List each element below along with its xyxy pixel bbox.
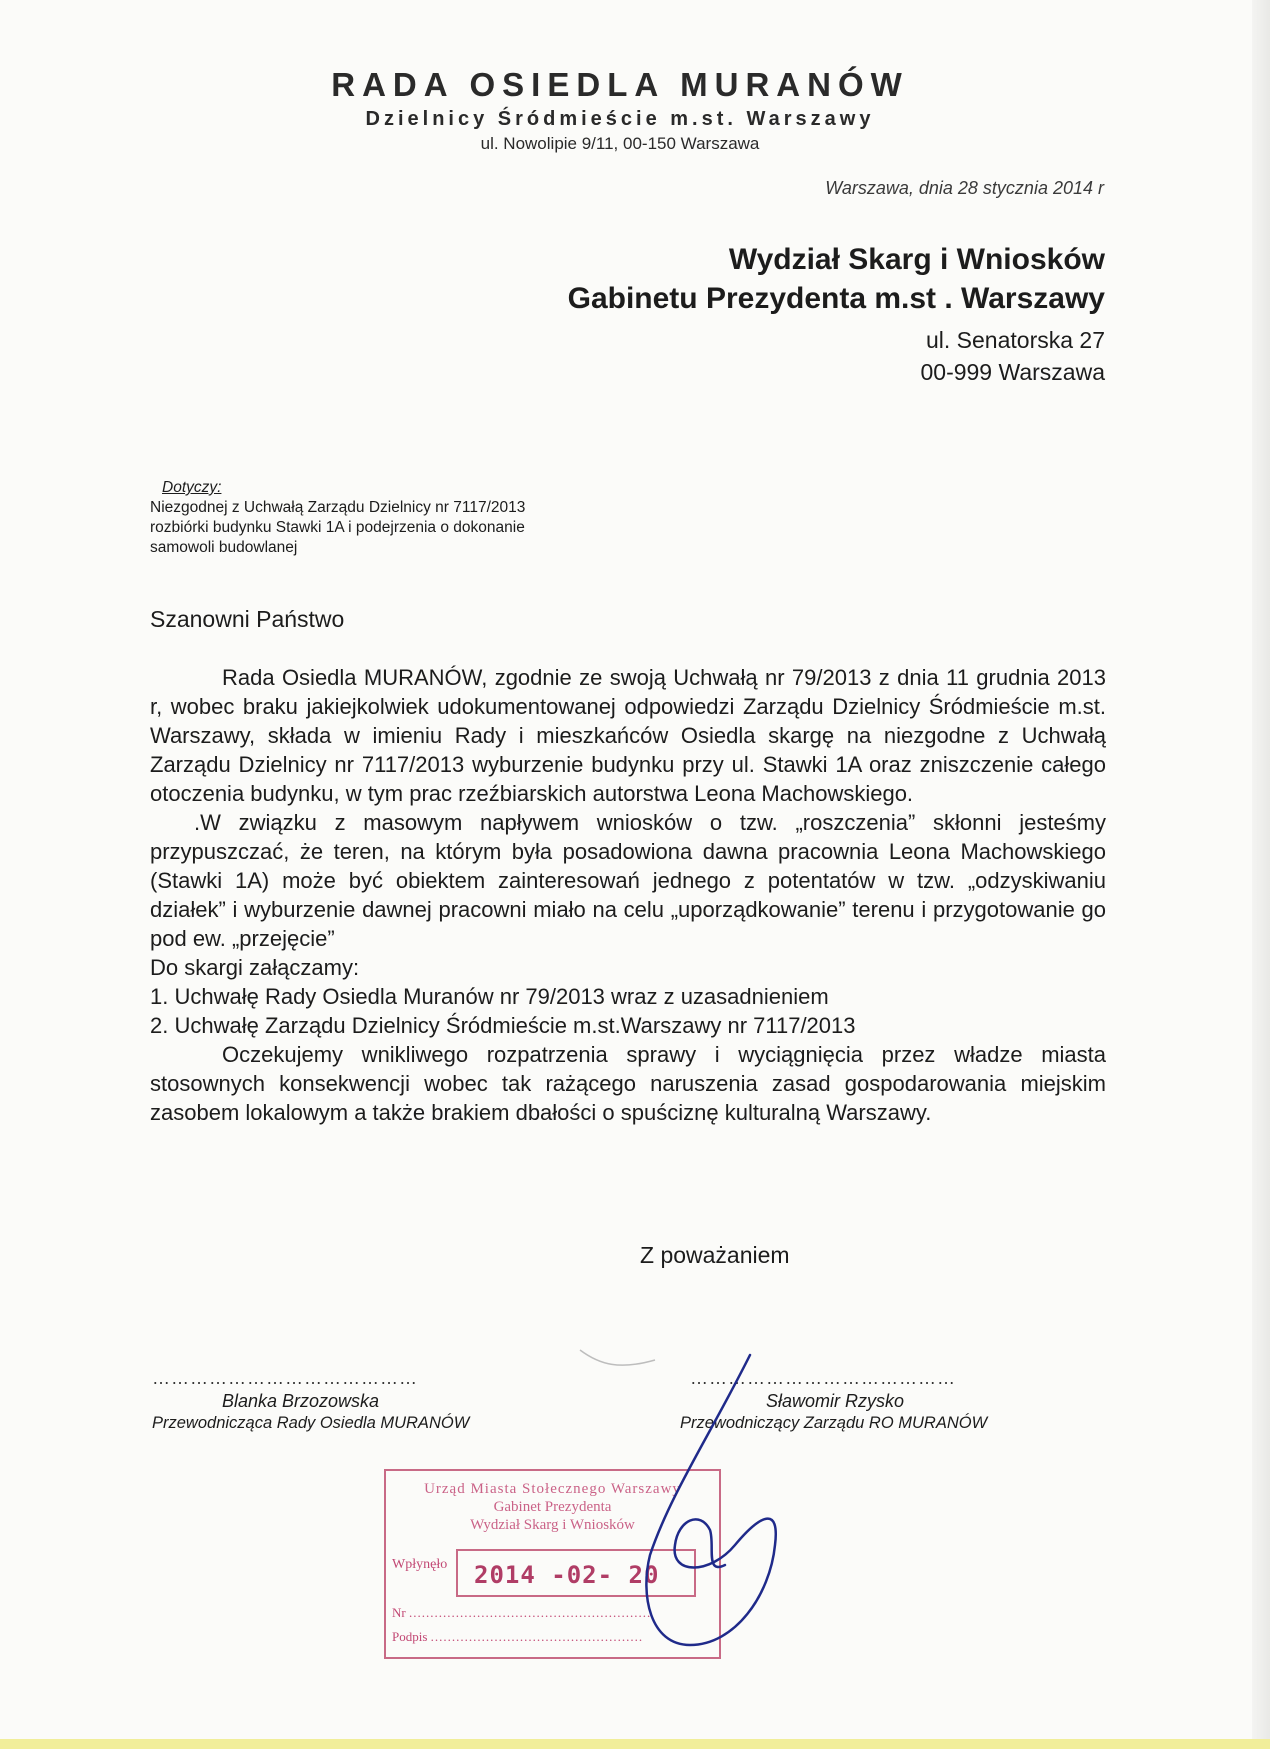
signatory-name-left: Blanka Brzozowska (222, 1391, 380, 1411)
org-subtitle: Dzielnicy Śródmieście m.st. Warszawy (365, 108, 875, 130)
stamp-line2: Gabinet Prezydenta (493, 1499, 612, 1515)
org-address: ul. Nowolipie 9/11, 00-150 Warszawa (480, 134, 760, 153)
signatory-name-right: Sławomir Rzysko (766, 1391, 905, 1411)
org-name: RADA OSIEDLA MURANÓW (331, 66, 909, 103)
letter-body (150, 663, 1106, 1127)
signature-line-right: …………………………………… (690, 1368, 956, 1388)
recipient-line1: Wydział Skarg i Wniosków (728, 243, 1105, 276)
paragraph-1: Rada Osiedla MURANÓW, zgodnie ze swoją Uchwałą nr 79/2013 z dnia 11 grudnia 2013 r, wobec braku jakiejkolwiek udokumentowanej odpowiedzi Zarządu Dzielnicy Śródmieście m.st. Warszawy, składa w imieniu Rady i mieszkańców Osiedla skargę na niezgodne z Uchwałą Zarządu Dzielnicy nr 7117/2013 wyburzenie budynku przy ul. Stawki 1A oraz zniszczenie całego otoczenia budynku, w tym prac rzeźbiarskich autorstwa Leona Machowskiego. (150, 665, 1106, 806)
recipient-line2: Gabinetu Prezydenta m.st . Warszawy (567, 282, 1105, 315)
attachment-item: 2. Uchwałę Zarządu Dzielnicy Śródmieście m.st.Warszawy nr 7117/2013 (150, 1013, 856, 1038)
date-line: Warszawa, dnia 28 stycznia 2014 r (825, 178, 1104, 198)
stamp-sign-label: Podpis (392, 1629, 428, 1644)
stamp-nr-label: Nr (392, 1605, 406, 1620)
stamp-inbox-label: Wpłynęło (392, 1557, 448, 1572)
scan-bottom-edge (0, 1739, 1270, 1749)
signature-line-left: …………………………………… (152, 1368, 418, 1388)
paragraph-3: Oczekujemy wnikliwego rozpatrzenia sprawy i wyciągnięcia przez władze miasta stosownych konsekwencji wobec tak rażącego naruszenia zasad gospodarowania miejskim zasobem lokalowym a także brakiem dbałości o spuściznę kulturalną Warszawy. (150, 1042, 1106, 1125)
attachments-intro: Do skargi załączamy: (150, 955, 360, 980)
subject-line: samowoli budowlanej (150, 539, 298, 556)
recipient-street: ul. Senatorska 27 (925, 327, 1105, 353)
subject-label: Dotyczy: (162, 479, 222, 496)
stamp-date: 2014 -02- 20 (456, 1549, 696, 1597)
stamp-line3: Wydział Skarg i Wniosków (470, 1517, 635, 1533)
subject-line: rozbiórki budynku Stawki 1A i podejrzenia o dokonanie (150, 519, 525, 536)
recipient-city: 00-999 Warszawa (920, 359, 1105, 385)
subject-block (150, 478, 670, 558)
subject-line: Niezgodnej z Uchwałą Zarządu Dzielnicy nr 7117/2013 (150, 499, 526, 516)
stamp-sign-row: Podpis .................................................. (392, 1629, 644, 1644)
signatory-role-right: Przewodniczący Zarządu RO MURANÓW (680, 1414, 988, 1432)
attachment-item: 1. Uchwałę Rady Osiedla Muranów nr 79/2013 wraz z uzasadnieniem (150, 984, 829, 1009)
closing: Z poważaniem (640, 1242, 790, 1268)
stamp-nr-row: Nr ......................................................... (392, 1605, 652, 1620)
salutation: Szanowni Państwo (150, 606, 345, 632)
paragraph-2: .W związku z masowym napływem wniosków o tzw. „roszczenia” skłonni jesteśmy przypuszczać, że teren, na którym była posadowiona dawna pracownia Leona Machowskiego (Stawki 1A) może być obiektem zainteresowań jednego z potentatów w tzw. „odzyskiwaniu działek” i wyburzenie dawnej pracowni miało na celu „uporządkowanie” terenu i przygotowanie go pod ew. „przejęcie” (150, 810, 1106, 951)
scan-edge (1252, 0, 1270, 1749)
handwritten-signature-icon (560, 1345, 800, 1675)
stamp-line1: Urząd Miasta Stołecznego Warszawy (424, 1481, 681, 1497)
signatory-role-left: Przewodnicząca Rady Osiedla MURANÓW (152, 1414, 470, 1432)
